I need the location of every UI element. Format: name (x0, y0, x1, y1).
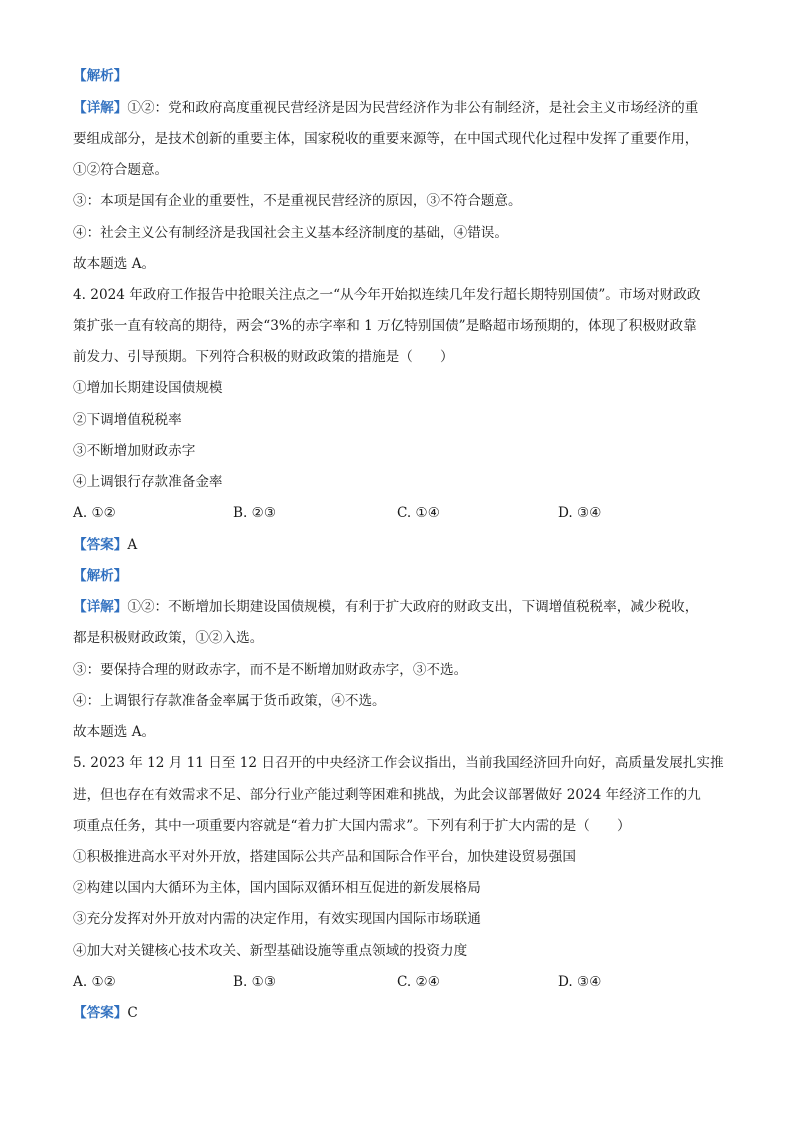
answer-tag: 【答案】 (73, 537, 128, 553)
q5-stem-line-3: 项重点任务，其中一项重要内容就是“着力扩大国内需求”。下列有利于扩大内需的是（ ） (73, 818, 631, 834)
detail-text: ①②：不断增加长期建设国债规模，有利于扩大政府的财政支出，下调增值税税率，减少税收， (127, 599, 699, 615)
q4-detail-point-3: ③：要保持合理的财政赤字，而不是不断增加财政赤字，③不选。 (73, 662, 468, 678)
detail-point-4: ④：社会主义公有制经济是我国社会主义基本经济制度的基础，④错误。 (73, 225, 508, 241)
q5-item-1: ①积极推进高水平对外开放，搭建国际公共产品和国际合作平台，加快建设贸易强国 (73, 849, 576, 865)
q4-stem-line-2: 策扩张一直有较高的期待，两会“3%的赤字率和 1 万亿特别国债”是略超市场预期的，体现了积极财政靠 (73, 318, 697, 334)
analysis-tag: 【解析】 (73, 68, 128, 84)
q4-conclusion: 故本题选 A。 (73, 724, 156, 740)
q4-item-2: ②下调增值税税率 (73, 412, 182, 428)
detail-text: ①②：党和政府高度重视民营经济是因为民营经济作为非公有制经济，是社会主义市场经济的重 (127, 100, 699, 116)
q5-option-d: D. ③④ (558, 974, 602, 990)
q4-detail-line-1 (73, 597, 733, 617)
q5-option-b: B. ①③ (233, 974, 277, 990)
analysis-tag: 【解析】 (73, 568, 128, 584)
answer-value: C (127, 1005, 138, 1021)
detail-point-3: ③：本项是国有企业的重要性，不是重视民营经济的原因，③不符合题意。 (73, 193, 522, 209)
q5-option-c: C. ②④ (397, 974, 440, 990)
answer-value: A (127, 537, 138, 553)
q4-answer (73, 535, 733, 555)
q4-detail-line-2: 都是积极财政政策，①②入选。 (73, 630, 264, 646)
q5-stem-line-1: 5. 2023 年 12 月 11 日至 12 日召开的中央经济工作会议指出，当前我国经济回升向好，高质量发展扎实推 (73, 755, 724, 771)
q5-item-2: ②构建以国内大循环为主体，国内国际双循环相互促进的新发展格局 (73, 880, 481, 896)
q4-stem-line-1: 4. 2024 年政府工作报告中抢眼关注点之一“从今年开始拟连续几年发行超长期特别国债”。市场对财政政 (73, 287, 701, 303)
q4-option-d: D. ③④ (558, 505, 602, 521)
q5-answer (73, 1003, 733, 1023)
q5-stem-line-2: 进，但也存在有效需求不足、部分行业产能过剩等困难和挑战，为此会议部署做好 2024 年经济工作的九 (73, 787, 701, 803)
detail-tag: 【详解】 (73, 599, 128, 615)
detail-line-2: 要组成部分，是技术创新的重要主体，国家税收的重要来源等，在中国式现代化过程中发挥了重要作用， (73, 131, 699, 147)
q4-stem-line-3: 前发力、引导预期。下列符合积极的财政政策的措施是（ ） (73, 349, 454, 365)
q5-item-4: ④加大对关键核心技术攻关、新型基础设施等重点领域的投资力度 (73, 943, 468, 959)
detail-line-1 (73, 98, 733, 118)
q4-option-c: C. ①④ (397, 505, 440, 521)
q4-detail-point-4: ④：上调银行存款准备金率属于货币政策，④不选。 (73, 693, 386, 709)
answer-tag: 【答案】 (73, 1005, 128, 1021)
conclusion: 故本题选 A。 (73, 256, 156, 272)
q5-item-3: ③充分发挥对外开放对内需的决定作用，有效实现国内国际市场联通 (73, 911, 481, 927)
detail-line-3: ①②符合题意。 (73, 162, 169, 178)
q4-item-3: ③不断增加财政赤字 (73, 443, 196, 459)
analysis-heading (73, 66, 733, 86)
detail-tag: 【详解】 (73, 100, 128, 116)
q4-option-b: B. ②③ (233, 505, 277, 521)
q4-analysis-heading (73, 566, 733, 586)
q4-item-1: ①增加长期建设国债规模 (73, 380, 223, 396)
q4-option-a: A. ①② (73, 505, 116, 521)
q5-option-a: A. ①② (73, 974, 116, 990)
q4-item-4: ④上调银行存款准备金率 (73, 474, 223, 490)
